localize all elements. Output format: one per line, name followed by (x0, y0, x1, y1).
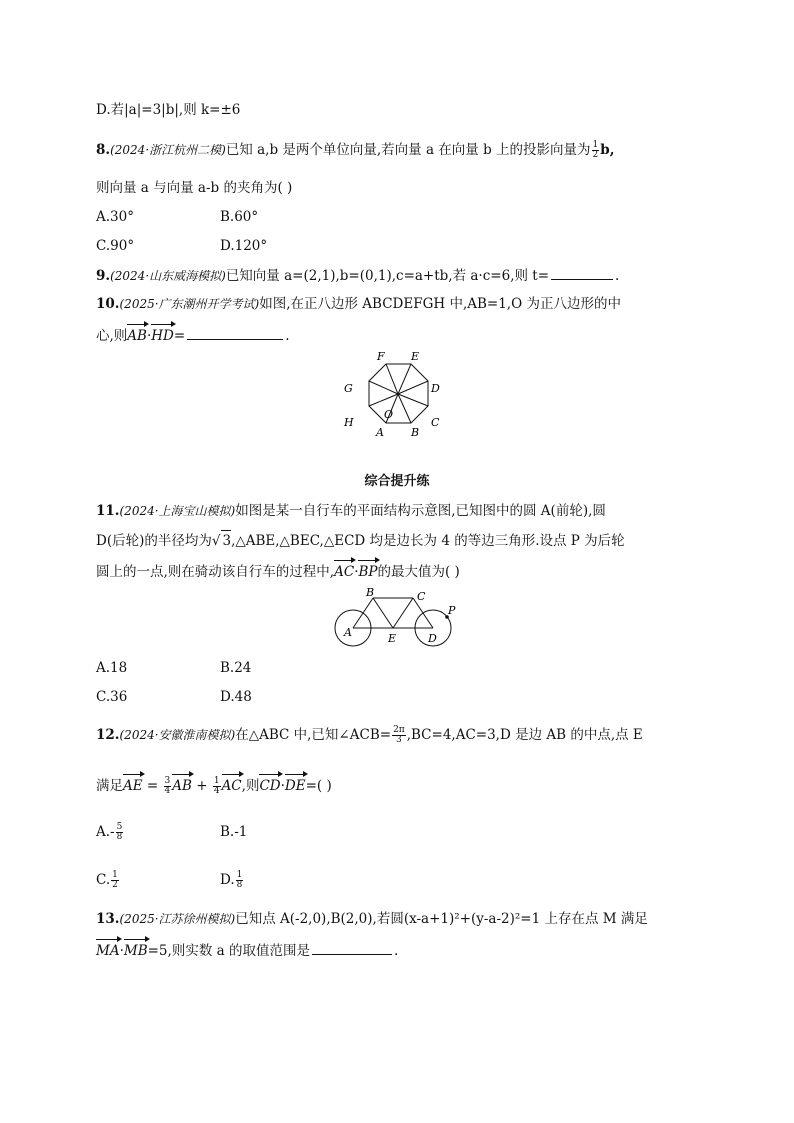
q10-stem-line1 (96, 294, 621, 314)
q12-text1b: ,BC=4,AC=3,D 是边 AB 的中点,点 E (406, 727, 643, 743)
label-c: C (417, 590, 426, 603)
sqrt-sign: √ (211, 533, 221, 549)
label-p: P (448, 604, 456, 617)
q13-end: . (393, 943, 399, 959)
label-d: D (431, 382, 440, 395)
octagon-figure (338, 346, 458, 464)
q8-stem-line1 (96, 140, 614, 160)
q11-number: 11. (96, 503, 120, 519)
q8-option-d: D.120° (220, 238, 268, 254)
bicycle-figure (330, 584, 466, 650)
q11-dot: · (354, 564, 359, 580)
q10-answer-blank[interactable] (187, 325, 283, 340)
q11-stem-line3 (96, 559, 460, 582)
q11-source: (2024·上海宝山模拟) (119, 504, 236, 518)
q12-vector-ae: AE (123, 773, 143, 796)
q11-stem-line2 (96, 530, 625, 551)
q12-text2b: =( ) (305, 778, 332, 794)
q13-number: 13. (96, 911, 120, 927)
label-a: A (376, 426, 384, 439)
q11-stem-line1 (96, 501, 606, 521)
q12-option-a-den: 8 (116, 832, 123, 842)
q11-text2b: ,△ABE,△BEC,△ECD 均是边长为 4 的等边三角形.设点 P 为后轮 (231, 533, 625, 549)
label-c: C (431, 416, 440, 429)
q12-option-d-prefix: D. (220, 872, 235, 888)
q8-source: (2024·浙江杭州二模) (110, 143, 226, 157)
q12-option-d (220, 870, 244, 890)
q8-stem-line2 (96, 178, 292, 198)
label-h: H (344, 416, 354, 429)
q12-option-d-num: 1 (236, 870, 243, 880)
q12-option-c (96, 870, 120, 890)
q10-number: 10. (96, 296, 120, 312)
octagon-shape (369, 364, 428, 423)
q12-vector-ac: AC (222, 773, 242, 796)
label-e: E (411, 350, 420, 363)
q12-coef1 (164, 777, 172, 796)
label-d: D (428, 632, 437, 645)
q12-frac-den: 3 (396, 735, 402, 745)
q13-answer-blank[interactable] (312, 940, 392, 955)
q13-text1: 已知点 A(-2,0),B(2,0),若圆(x-a+1)²+(y-a-2)²=1 上存在点 M 满足 (235, 911, 648, 927)
q11-option-d: D.48 (220, 689, 252, 705)
q9-answer-blank[interactable] (551, 265, 613, 280)
q12-source: (2024·安徽淮南模拟) (119, 728, 236, 742)
label-e: E (388, 632, 397, 645)
q12-text1a: 在△ABC 中,已知∠ACB= (235, 727, 392, 743)
q12-angle-fraction (392, 726, 406, 745)
q12-option-a-frac (116, 823, 124, 842)
q8-number: 8. (96, 142, 111, 158)
q12-coef1-num: 3 (164, 776, 171, 786)
q12-vector-cd: CD (259, 773, 280, 796)
q12-option-c-prefix: C. (96, 872, 111, 888)
q11-text3b: 的最大值为( ) (377, 564, 460, 580)
q8-fraction (592, 141, 600, 160)
q12-vector-de: DE (285, 773, 306, 796)
q12-coef1-den: 4 (164, 786, 171, 796)
bar-be (373, 598, 393, 628)
label-g: G (344, 382, 353, 395)
q10-source: (2025·广东潮州开学考试) (119, 297, 260, 311)
q7-option-d-text: D.若|a|=3|b|,则 k=±6 (96, 102, 241, 118)
q12-stem-line1 (96, 725, 643, 745)
q12-coef2 (213, 777, 221, 796)
q11-text3a: 圆上的一点,则在骑动该自行车的过程中, (96, 564, 335, 580)
q12-coef2-den: 4 (213, 786, 220, 796)
label-o: O (384, 408, 394, 421)
q12-equals: = (142, 778, 163, 794)
q13-vector-ma: MA (96, 938, 120, 961)
q11-text2a: D(后轮)的半径均为 (96, 533, 212, 549)
q11-option-a: A.18 (96, 660, 128, 676)
q10-dot: · (146, 328, 152, 344)
q8-stem2: 则向量 a 与向量 a-b 的夹角为( ) (96, 180, 293, 196)
q11-text1: 如图是某一自行车的平面结构示意图,已知图中的圆 A(前轮),圆 (235, 503, 606, 519)
q12-option-c-frac (111, 871, 119, 890)
q12-stem-line2 (96, 773, 332, 796)
q12-frac-num: 2π (393, 725, 405, 735)
q10-text2: 心,则 (96, 328, 128, 344)
q12-option-c-num: 1 (112, 870, 118, 880)
q10-end: . (285, 328, 290, 344)
q8-frac-num: 1 (592, 140, 599, 150)
q12-option-d-den: 8 (236, 880, 243, 890)
q11-vector-ac: AC (334, 559, 354, 582)
q12-dot: · (280, 778, 285, 794)
q12-option-b: B.-1 (220, 824, 248, 840)
q9-number: 9. (96, 268, 111, 284)
q8-option-c: C.90° (96, 238, 135, 254)
label-b: B (411, 426, 420, 439)
q12-number: 12. (96, 727, 120, 743)
q13-source: (2025·江苏徐州模拟) (119, 912, 236, 926)
q12-option-a (96, 822, 124, 842)
q9-end: . (615, 268, 620, 284)
q12-option-a-prefix: A.- (96, 824, 115, 840)
q10-text: 如图,在正八边形 ABCDEFGH 中,AB=1,O 为正八边形的中 (259, 296, 621, 312)
q8-stem: 已知 a,b 是两个单位向量,若向量 a 在向量 b 上的投影向量为 (225, 142, 591, 158)
q13-vector-mb: MB (124, 938, 148, 961)
section-title: 综合提升练 (364, 474, 430, 489)
label-b: B (366, 586, 375, 599)
q7-option-d (96, 100, 240, 120)
q13-stem-line2 (96, 938, 398, 961)
q11-option-b: B.24 (220, 660, 252, 676)
q11-option-c: C.36 (96, 689, 128, 705)
bar-ec (393, 598, 413, 628)
q12-vector-ab: AB (172, 773, 192, 796)
q12-coef2-num: 1 (213, 776, 220, 786)
q10-equals: = (173, 328, 186, 344)
q9-source: (2024·山东威海模拟) (110, 269, 226, 283)
q8-option-a: A.30° (96, 209, 134, 225)
q10-stem-line2 (96, 323, 289, 346)
q12-then: ,则 (241, 778, 260, 794)
q8-stem-end: b, (600, 142, 615, 158)
q8-frac-den: 2 (592, 150, 599, 160)
q11-sqrt-value: 3 (221, 530, 231, 551)
q13-stem-line1 (96, 909, 648, 929)
q12-option-c-den: 2 (112, 880, 118, 890)
q12-plus: + (191, 778, 212, 794)
q9-stem (96, 265, 619, 286)
q13-text2: =5,则实数 a 的取值范围是 (147, 943, 310, 959)
q9-text: 已知向量 a=(2,1),b=(0,1),c=a+tb,若 a·c=6,则 t= (225, 268, 550, 284)
q10-vector-ab: AB (127, 323, 147, 346)
q12-option-a-num: 5 (116, 822, 123, 832)
q8-option-b: B.60° (220, 209, 259, 225)
label-a: A (344, 626, 352, 639)
q12-text2a: 满足 (96, 778, 123, 794)
q12-option-d-frac (236, 871, 244, 890)
q11-vector-bp: BP (358, 559, 377, 582)
q13-dot: · (119, 943, 124, 959)
q10-vector-hd: HD (151, 323, 174, 346)
label-f: F (377, 350, 385, 363)
